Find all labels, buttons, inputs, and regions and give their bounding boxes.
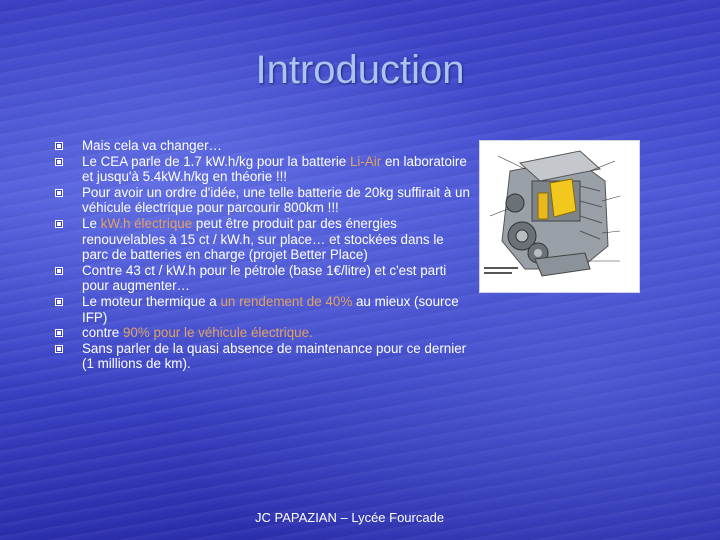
square-bullet-icon	[55, 298, 63, 306]
bullet-text: Pour avoir un ordre d'idée, une telle batterie de 20kg suffirait à un véhicule électrique pour parcourir 800km !!!	[82, 184, 470, 216]
square-bullet-icon	[55, 189, 63, 197]
bullet-text: Le moteur thermique a	[82, 293, 221, 309]
bullet-item	[55, 263, 470, 294]
engine-cutaway-icon	[480, 141, 639, 292]
bullet-text: Le	[82, 215, 101, 231]
square-bullet-icon	[55, 142, 63, 150]
square-bullet-icon	[55, 158, 63, 166]
square-bullet-icon	[55, 345, 63, 353]
bullet-text: en laboratoire et jusqu'à 5.4kW.h/kg en théorie !!!	[82, 153, 467, 185]
bullet-text: Mais cela va changer…	[82, 138, 222, 153]
footer-credit: JC PAPAZIAN – Lycée Fourcade	[255, 510, 445, 525]
bullet-text: Contre 43 ct / kW.h pour le pétrole (base 1€/litre) et c'est parti pour augmenter…	[82, 262, 447, 294]
bullet-item	[55, 138, 470, 154]
bullet-text: peut être produit par des énergies renouvelables à 15 ct / kW.h, sur place… et stockées dans le parc de batteries en charge (projet Better Place)	[82, 215, 444, 263]
bullet-list	[55, 138, 470, 372]
bullet-text: contre	[82, 325, 123, 341]
bullet-item	[55, 341, 470, 372]
highlighted-text: Li-Air	[349, 153, 382, 169]
highlighted-text: un rendement de 40%	[220, 293, 353, 309]
highlighted-text: kW.h électrique	[100, 215, 193, 231]
square-bullet-icon	[55, 329, 63, 337]
bullet-item	[55, 154, 470, 185]
square-bullet-icon	[55, 267, 63, 275]
bullet-item	[55, 185, 470, 216]
bullet-text: Le CEA parle de 1.7 kW.h/kg pour la batterie	[82, 153, 350, 169]
highlighted-text: 90% pour le véhicule électrique.	[122, 325, 313, 341]
bullet-item	[55, 294, 470, 325]
bullet-text: Sans parler de la quasi absence de maintenance pour ce dernier (1 millions de km).	[82, 340, 467, 372]
slide-title: Introduction	[255, 48, 465, 92]
square-bullet-icon	[55, 220, 63, 228]
bullet-text: au mieux (source IFP)	[82, 293, 459, 325]
bullet-item	[55, 216, 470, 263]
engine-image	[479, 140, 640, 293]
bullet-item	[55, 325, 470, 341]
